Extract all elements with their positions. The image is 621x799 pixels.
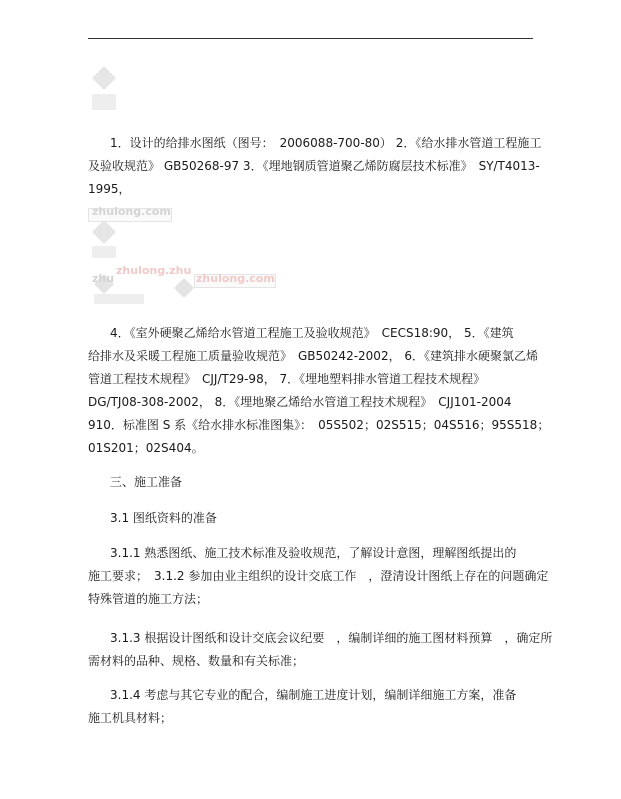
text-line: 01S201；02S404。 (88, 441, 204, 455)
paragraph-3-1-4 (88, 684, 538, 730)
text-line: 4．《室外硬聚乙烯给水管道工程施工及验收规范》 CECS18:90， 5．《建筑 (110, 326, 514, 340)
text-line: 需材料的品种、规格、数量和有关标准； (88, 654, 305, 668)
standards-paragraph-2 (88, 322, 550, 460)
section-heading (88, 471, 538, 494)
watermark-text: zhulong.zhu (116, 264, 192, 277)
standards-paragraph-1 (88, 132, 542, 201)
text-line: 给排水及采暖工程施工质量验收规范》 GB50242-2002， 6．《建筑排水硬聚氯乙烯 (88, 349, 539, 363)
text-line: 3.1.3 根据设计图纸和设计交底会议纪要 ，编制详细的施工图材料预算 ，确定所 (110, 631, 553, 645)
text-line: 施工机具材料； (88, 711, 173, 725)
text-line: 及验收规范》 GB50268-97 3．《埋地钢质管道聚乙烯防腐层技术标准》 SY/T4013- (88, 159, 540, 173)
text-line: 施工要求； 3.1.2 参加由业主组织的设计交底工作 ，澄清设计图纸上存在的问题确定 (88, 569, 549, 583)
text-line: 特殊管道的施工方法； (88, 592, 209, 606)
text-line: DG/TJ08-308-2002， 8．《埋地聚乙烯给水管道工程技术规程》 CJJ101-2004 (88, 395, 512, 409)
paragraph-3-1-3 (88, 627, 553, 673)
section-3-1-title: 3.1 图纸资料的准备 (110, 511, 217, 525)
text-line: 910．标准图 S 系《给水排水标准图集》： 05S502；02S515；04S516；95S518； (88, 418, 550, 432)
subsection-heading (88, 507, 538, 530)
header-rule (88, 38, 533, 39)
section-3-title: 三、施工准备 (110, 475, 183, 489)
text-line: 3.1.1 熟悉图纸、施工技术标准及验收规范，了解设计意图，理解图纸提出的 (110, 546, 517, 560)
paragraph-3-1-1 (88, 542, 549, 611)
watermark-text: zhulong.com (196, 272, 275, 285)
watermark-text: zhulong.com (92, 205, 171, 218)
watermark-text: zhu (92, 272, 115, 285)
text-line: 1995， (88, 182, 131, 196)
text-line: 1．设计的给排水图纸（图号： 2006088-700-80） 2．《给水排水管道工程施工 (110, 136, 542, 150)
watermark-logo (88, 218, 120, 258)
watermark-logo (88, 64, 120, 112)
text-line: 3.1.4 考虑与其它专业的配合，编制施工进度计划，编制详细施工方案，准备 (110, 688, 517, 702)
text-line: 管道工程技术规程》 CJJ/T29-98， 7．《埋地塑料排水管道工程技术规程》 (88, 372, 486, 386)
